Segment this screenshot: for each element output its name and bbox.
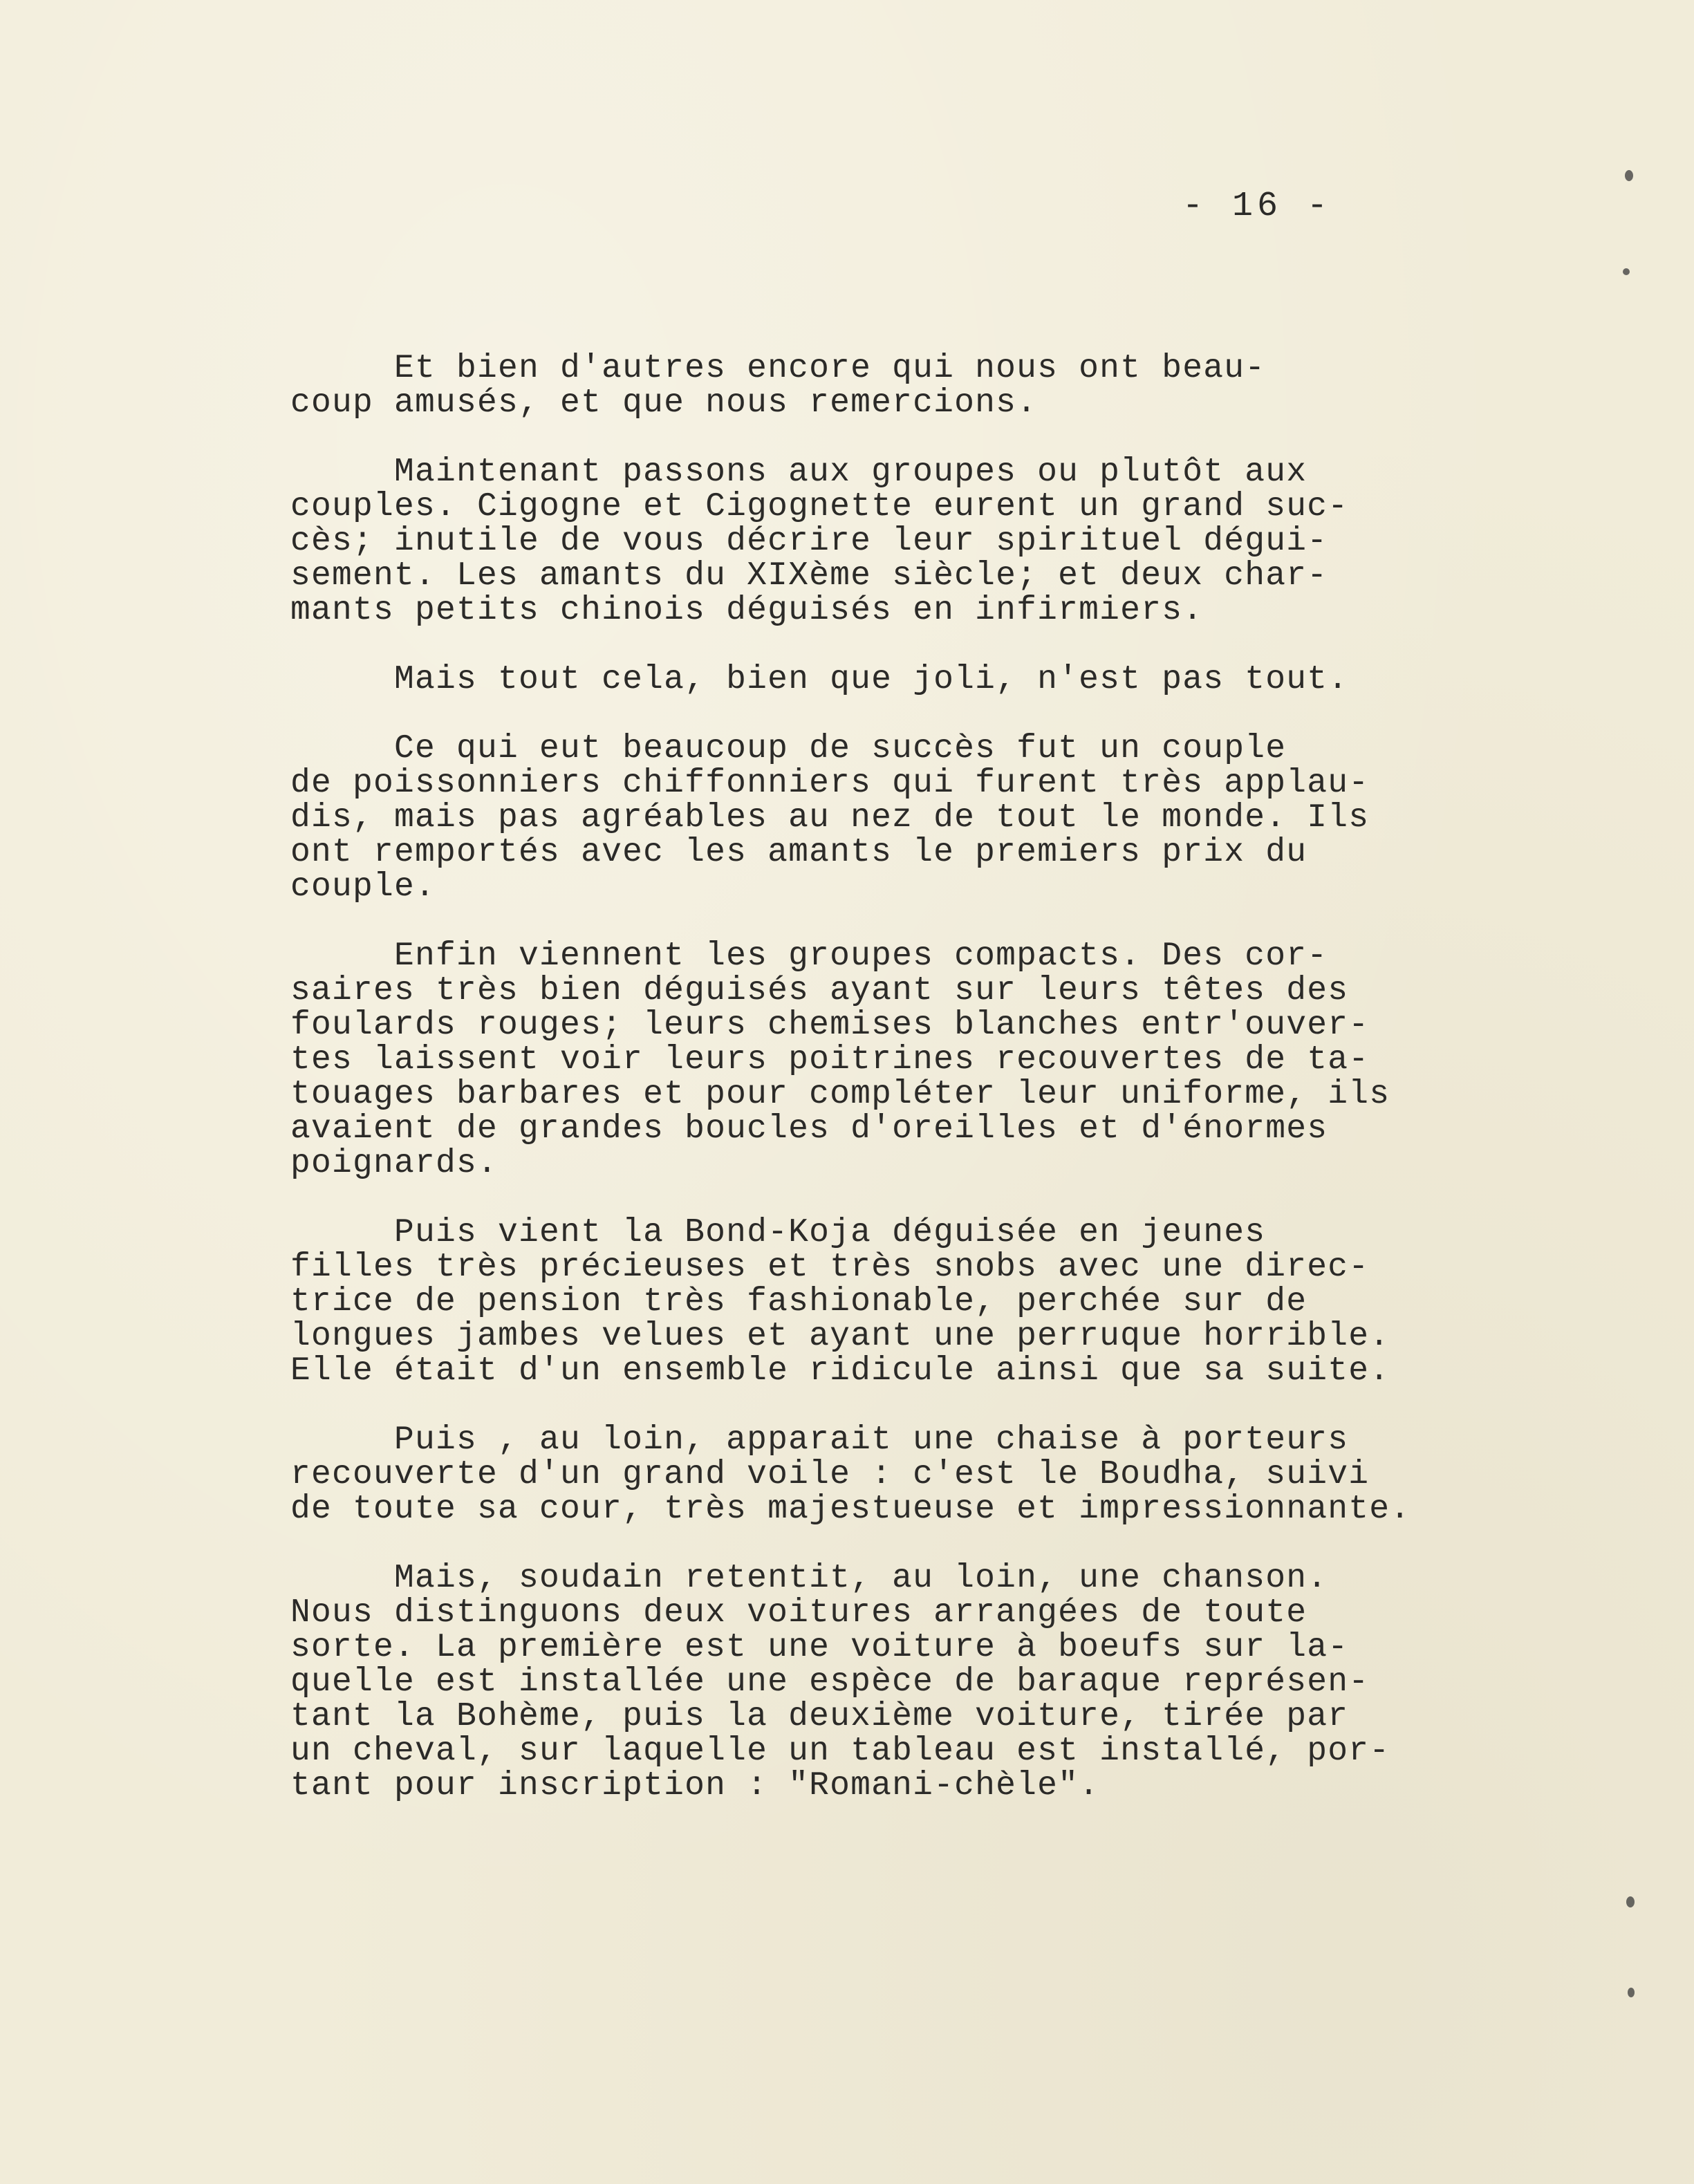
text-line: Puis vient la Bond-Koja déguisée en jeunes — [290, 1214, 1266, 1251]
text-line: avaient de grandes boucles d'oreilles et d'énormes — [290, 1110, 1328, 1148]
paragraph — [290, 455, 1411, 628]
text-line: cès; inutile de vous décrire leur spirituel dégui- — [290, 523, 1328, 560]
punch-mark — [1623, 268, 1630, 275]
paragraph — [290, 939, 1411, 1181]
page-number: - 16 - — [1182, 187, 1332, 226]
text-line: Enfin viennent les groupes compacts. Des cor- — [290, 937, 1328, 975]
text-line: quelle est installée une espèce de baraque représen- — [290, 1663, 1370, 1701]
paragraph — [290, 1561, 1411, 1803]
text-line: saires très bien déguisés ayant sur leurs têtes des — [290, 972, 1349, 1009]
text-line: couple. — [290, 868, 436, 906]
paragraph — [290, 731, 1411, 904]
text-line: Ce qui eut beaucoup de succès fut un couple — [290, 730, 1287, 767]
text-line: filles très précieuses et très snobs avec une direc- — [290, 1249, 1370, 1286]
text-line: tant la Bohème, puis la deuxième voiture, tirée par — [290, 1698, 1349, 1735]
text-line: de toute sa cour, très majestueuse et impressionnante. — [290, 1491, 1411, 1528]
text-line: foulards rouges; leurs chemises blanches entr'ouver- — [290, 1007, 1370, 1044]
paragraph — [290, 662, 1411, 697]
text-line: trice de pension très fashionable, perchée sur de — [290, 1283, 1307, 1320]
text-line: tant pour inscription : "Romani-chèle". — [290, 1767, 1100, 1804]
text-line: Puis , au loin, apparait une chaise à porteurs — [290, 1421, 1349, 1459]
text-line: mants petits chinois déguisés en infirmiers. — [290, 592, 1204, 629]
punch-mark — [1628, 1988, 1635, 1997]
text-line: Elle était d'un ensemble ridicule ainsi que sa suite. — [290, 1352, 1390, 1390]
text-line: de poissonniers chiffonniers qui furent très applau- — [290, 765, 1370, 802]
text-line: coup amusés, et que nous remercions. — [290, 384, 1038, 422]
paragraph — [290, 351, 1411, 420]
text-line: Mais tout cela, bien que joli, n'est pas tout. — [290, 661, 1349, 698]
text-line: poignards. — [290, 1145, 499, 1182]
text-line: Mais, soudain retentit, au loin, une chanson. — [290, 1560, 1328, 1597]
punch-mark — [1626, 1896, 1635, 1907]
text-line: touages barbares et pour compléter leur uniforme, ils — [290, 1076, 1390, 1113]
text-line: Nous distinguons deux voitures arrangées de toute — [290, 1594, 1307, 1632]
text-line: ont remportés avec les amants le premiers prix du — [290, 834, 1307, 871]
text-line: couples. Cigogne et Cigognette eurent un grand suc- — [290, 488, 1349, 525]
text-line: Maintenant passons aux groupes ou plutôt aux — [290, 454, 1307, 491]
text-line: sement. Les amants du XIXème siècle; et deux char- — [290, 557, 1328, 595]
typed-text-body — [290, 351, 1411, 1838]
punch-mark — [1625, 170, 1633, 181]
text-line: longues jambes velues et ayant une perruque horrible. — [290, 1318, 1390, 1355]
text-line: sorte. La première est une voiture à boeufs sur la- — [290, 1629, 1349, 1666]
paragraph — [290, 1423, 1411, 1527]
text-line: un cheval, sur laquelle un tableau est installé, por- — [290, 1733, 1390, 1770]
text-line: recouverte d'un grand voile : c'est le Boudha, suivi — [290, 1456, 1370, 1493]
text-line: dis, mais pas agréables au nez de tout le monde. Ils — [290, 799, 1370, 837]
text-line: Et bien d'autres encore qui nous ont beau- — [290, 350, 1266, 387]
paragraph — [290, 1215, 1411, 1388]
text-line: tes laissent voir leurs poitrines recouvertes de ta- — [290, 1041, 1370, 1079]
